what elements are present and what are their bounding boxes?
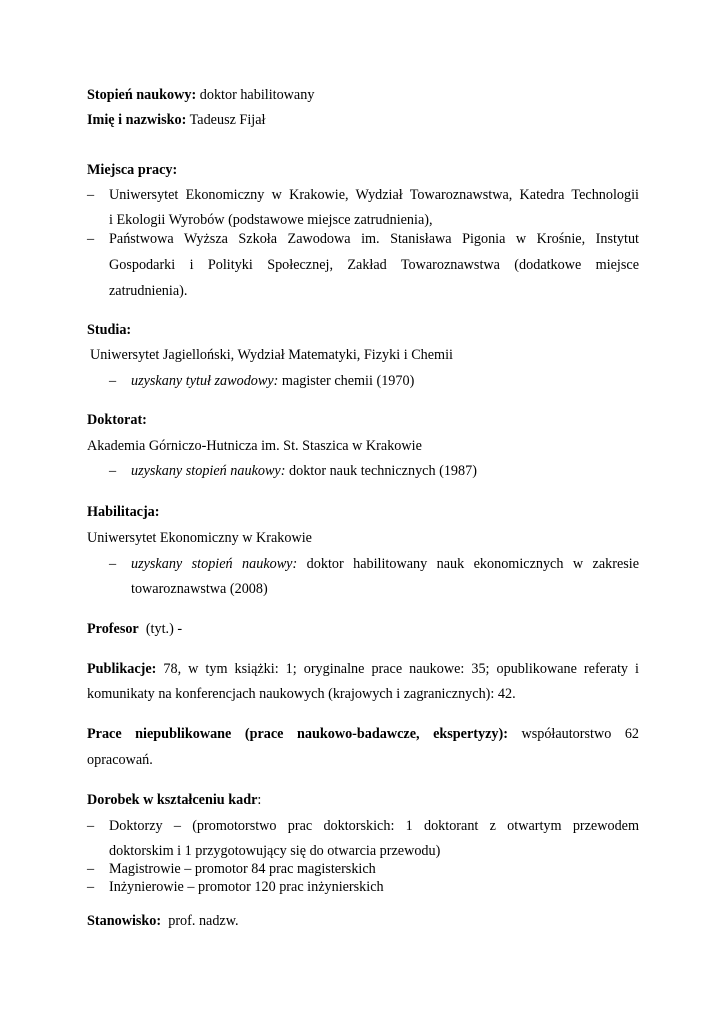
doctorate-item: uzyskany stopień naukowy: doktor nauk technicznych (1987) [131,463,477,479]
name-line [87,111,265,129]
list-dash: – [109,463,117,479]
workplace-1-line-1: Uniwersytet Ekonomiczny w Krakowie, Wydział Towaroznawstwa, Katedra Technologii [109,187,639,203]
habilitation-institution: Uniwersytet Ekonomiczny w Krakowie [87,530,312,546]
list-dash: – [87,879,95,895]
doctorate-institution: Akademia Górniczo-Hutnicza im. St. Staszica w Krakowie [87,438,422,454]
list-dash: – [87,231,95,247]
publications-line-2: komunikaty na konferencjach naukowych (krajowych i zagranicznych): 42. [87,686,516,702]
studies-item: uzyskany tytuł zawodowy: magister chemii (1970) [131,373,415,389]
unpublished-line-1: Prace niepublikowane (prace naukowo-badawcze, ekspertyzy): współautorstwo 62 [87,726,640,742]
position-value: prof. nadzw. [168,913,239,929]
workplace-2-line-3: zatrudnienia). [109,283,188,299]
doctorate-heading: Doktorat: [87,412,147,428]
list-dash: – [87,187,95,203]
studies-institution: Uniwersytet Jagielloński, Wydział Matematyki, Fizyki i Chemii [90,347,453,363]
list-dash: – [87,818,95,834]
position-line [87,912,239,930]
habilitation-heading: Habilitacja: [87,504,160,520]
degree-label: Stopień naukowy: [87,87,197,103]
professor-label: Profesor [87,621,139,637]
workplaces-heading: Miejsca pracy: [87,162,178,178]
workplace-2-line-1: Państwowa Wyższa Szkoła Zawodowa im. Stanisława Pigonia w Krośnie, Instytut [109,231,639,247]
habilitation-item-line-2: towaroznawstwa (2008) [131,581,268,597]
staff-item-1-line-2: doktorskim i 1 przygotowujący się do otwarcia przewodu) [109,843,441,859]
degree-value: doktor habilitowany [199,87,315,103]
staff-training-heading: Dorobek w kształceniu kadr: [87,792,262,808]
name-value: Tadeusz Fijał [189,112,266,128]
studies-heading: Studia: [87,322,132,338]
position-label: Stanowisko: [87,913,162,929]
professor-value: (tyt.) - [145,621,183,637]
publications-line-1: Publikacje: 78, w tym książki: 1; oryginalne prace naukowe: 35; opublikowane referaty i [87,661,639,677]
unpublished-line-2: opracowań. [87,752,153,768]
list-dash: – [109,556,117,572]
staff-item-1-line-1: Doktorzy – (promotorstwo prac doktorskich: 1 doktorant z otwartym przewodem [109,818,639,834]
staff-item-3: Inżynierowie – promotor 120 prac inżynierskich [109,879,384,895]
name-label: Imię i nazwisko: [87,112,187,128]
workplace-1-line-2: i Ekologii Wyrobów (podstawowe miejsce zatrudnienia), [109,212,433,228]
professor-line [87,620,182,638]
degree-line [87,86,314,104]
staff-item-2: Magistrowie – promotor 84 prac magisterskich [109,861,376,877]
habilitation-item-line-1: uzyskany stopień naukowy: doktor habilitowany nauk ekonomicznych w zakresie [131,556,640,572]
list-dash: – [87,861,95,877]
list-dash: – [109,373,117,389]
workplace-2-line-2: Gospodarki i Polityki Społecznej, Zakład Towaroznawstwa (dodatkowe miejsce [109,257,639,273]
